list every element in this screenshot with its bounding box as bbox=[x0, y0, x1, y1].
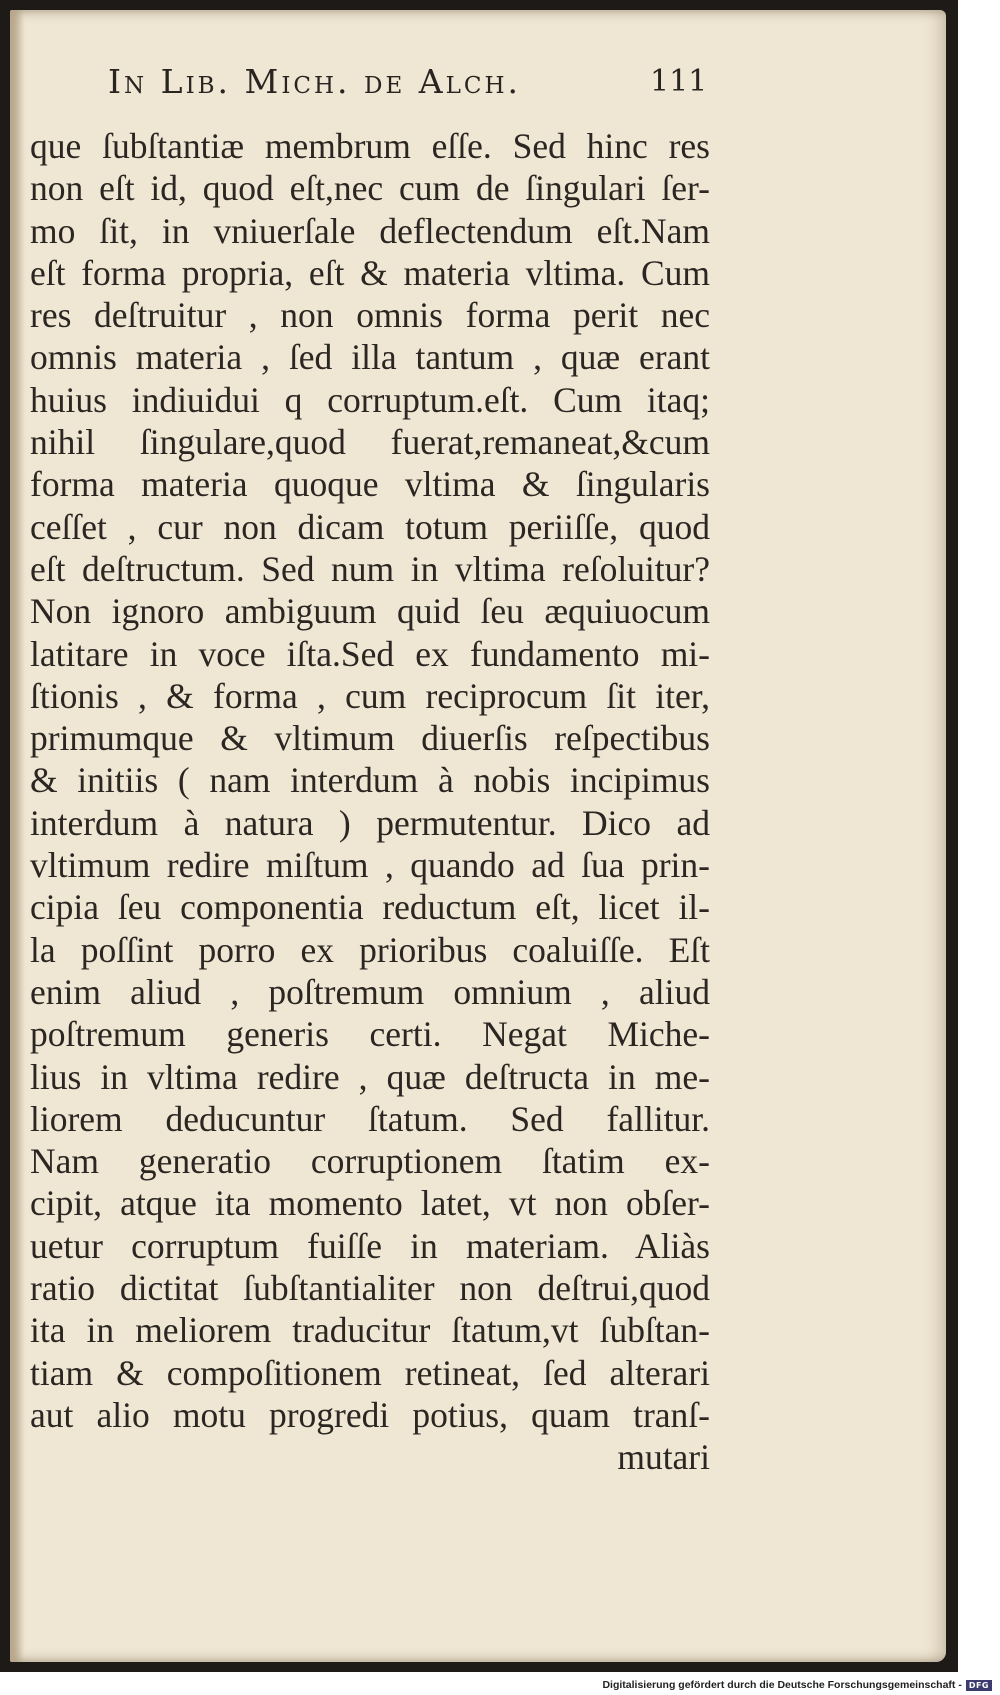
catchword: mutari bbox=[617, 1437, 710, 1478]
text-line: omnis materia , ſed illa tantum , quæ erant bbox=[30, 337, 710, 378]
text-line: poſtremum generis certi. Negat Miche- bbox=[30, 1014, 710, 1055]
text-line: eſt deſtructum. Sed num in vltima reſoluitur? bbox=[30, 548, 710, 589]
text-line: interdum à natura ) permutentur. Dico ad bbox=[30, 802, 710, 843]
page-number: 111 bbox=[650, 64, 708, 99]
text-line: aut alio motu progredi potius, quam tranſ- bbox=[30, 1394, 710, 1435]
text-line: & initiis ( nam interdum à nobis incipimus bbox=[30, 760, 710, 801]
text-line: mo ſit, in vniuerſale deflectendum eſt.Nam bbox=[30, 210, 710, 251]
text-line: ceſſet , cur non dicam totum periiſſe, quod bbox=[30, 506, 710, 547]
text-line: liorem deducuntur ſtatum. Sed fallitur. bbox=[30, 1098, 710, 1139]
text-line: nihil ſingulare,quod fuerat,remaneat,&cum bbox=[30, 422, 710, 463]
digitization-credit bbox=[602, 1679, 992, 1691]
text-line: res deſtruitur , non omnis forma perit nec bbox=[30, 295, 710, 336]
text-line: uetur corruptum fuiſſe in materiam. Aliàs bbox=[30, 1225, 710, 1266]
dfg-logo: DFG bbox=[966, 1680, 992, 1691]
text-line: tiam & compoſitionem retineat, ſed alterari bbox=[30, 1352, 710, 1393]
text-line: ratio dictitat ſubſtantialiter non deſtrui,quod bbox=[30, 1268, 710, 1309]
text-line: ſtionis , & forma , cum reciprocum ſit iter, bbox=[30, 675, 710, 716]
running-title: In Lib. Mich. de Alch. bbox=[108, 62, 522, 101]
page-gutter bbox=[10, 10, 24, 1662]
text-line: lius in vltima redire , quæ deſtructa in me- bbox=[30, 1056, 710, 1097]
credit-text: Digitalisierung gefördert durch die Deutsche Forschungsgemeinschaft - bbox=[602, 1679, 962, 1691]
text-line: Nam generatio corruptionem ſtatim ex- bbox=[30, 1141, 710, 1182]
book-page bbox=[10, 10, 946, 1662]
text-line: enim aliud , poſtremum omnium , aliud bbox=[30, 971, 710, 1012]
text-line: Non ignoro ambiguum quid ſeu æquiuocum bbox=[30, 591, 710, 632]
text-line: ita in meliorem traducitur ſtatum,vt ſubſtan- bbox=[30, 1310, 710, 1351]
body-text bbox=[30, 125, 710, 1479]
text-line: cipia ſeu componentia reductum eſt, licet il- bbox=[30, 887, 710, 928]
text-line: eſt forma propria, eſt & materia vltima. Cum bbox=[30, 252, 710, 293]
text-line: non eſt id, quod eſt,nec cum de ſingulari ſer- bbox=[30, 168, 710, 209]
text-line: que ſubſtantiæ membrum eſſe. Sed hinc res bbox=[30, 126, 710, 166]
text-line: vltimum redire miſtum , quando ad ſua prin- bbox=[30, 845, 710, 886]
text-line: huius indiuidui q corruptum.eſt. Cum itaq; bbox=[30, 379, 710, 420]
text-line: primumque & vltimum diuerſis reſpectibus bbox=[30, 718, 710, 759]
text-line: cipit, atque ita momento latet, vt non obſer- bbox=[30, 1183, 710, 1224]
text-line: latitare in voce iſta.Sed ex fundamento mi- bbox=[30, 633, 710, 674]
text-line: la poſſint porro ex prioribus coaluiſſe. Eſt bbox=[30, 929, 710, 970]
text-line: forma materia quoque vltima & ſingularis bbox=[30, 464, 710, 505]
